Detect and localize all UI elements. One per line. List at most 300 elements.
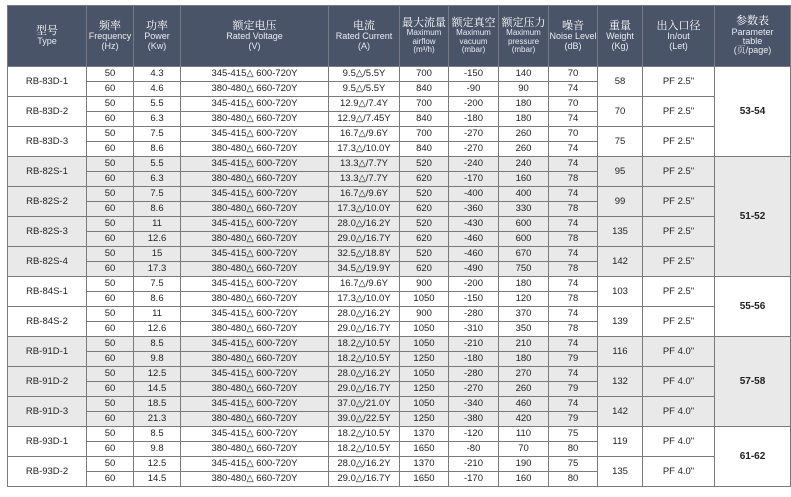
- pressure-cell: 180: [499, 277, 549, 292]
- power-cell: 4.3: [134, 67, 181, 82]
- current-cell: 28.0△/16.2Y: [329, 367, 400, 382]
- current-cell: 16.7△/9.6Y: [329, 277, 400, 292]
- weight-cell: 135: [598, 457, 643, 487]
- frequency-cell: 60: [87, 322, 134, 337]
- noise-cell: 74: [549, 397, 598, 412]
- model-cell: RB-84S-1: [8, 277, 87, 307]
- voltage-cell: 380-480△ 660-720Y: [181, 472, 329, 487]
- frequency-cell: 60: [87, 142, 134, 157]
- airflow-cell: 840: [400, 142, 449, 157]
- pressure-cell: 260: [499, 127, 549, 142]
- frequency-cell: 60: [87, 472, 134, 487]
- voltage-cell: 345-415△ 600-720Y: [181, 307, 329, 322]
- power-cell: 21.3: [134, 412, 181, 427]
- vacuum-cell: -270: [449, 382, 499, 397]
- pressure-cell: 400: [499, 187, 549, 202]
- weight-cell: 99: [598, 187, 643, 217]
- table-row: [8, 457, 791, 472]
- frequency-cell: 50: [87, 127, 134, 142]
- power-cell: 8.6: [134, 202, 181, 217]
- model-cell: RB-84S-2: [8, 307, 87, 337]
- weight-cell: 116: [598, 337, 643, 367]
- airflow-cell: 620: [400, 232, 449, 247]
- noise-cell: 70: [549, 97, 598, 112]
- table-row: [8, 367, 791, 382]
- frequency-cell: 50: [87, 67, 134, 82]
- table-body: [8, 67, 791, 487]
- power-cell: 4.6: [134, 82, 181, 97]
- weight-cell: 135: [598, 217, 643, 247]
- power-cell: 14.5: [134, 382, 181, 397]
- airflow-cell: 1050: [400, 397, 449, 412]
- model-cell: RB-91D-2: [8, 367, 87, 397]
- table-row: [8, 307, 791, 322]
- pressure-cell: 270: [499, 367, 549, 382]
- current-cell: 17.3△/10.0Y: [329, 142, 400, 157]
- pressure-cell: 210: [499, 337, 549, 352]
- voltage-cell: 345-415△ 600-720Y: [181, 367, 329, 382]
- current-cell: 13.3△/7.7Y: [329, 157, 400, 172]
- noise-cell: 80: [549, 472, 598, 487]
- vacuum-cell: -490: [449, 262, 499, 277]
- vacuum-cell: -360: [449, 202, 499, 217]
- noise-cell: 78: [549, 262, 598, 277]
- model-cell: RB-82S-2: [8, 187, 87, 217]
- voltage-cell: 380-480△ 660-720Y: [181, 412, 329, 427]
- power-cell: 7.5: [134, 187, 181, 202]
- current-cell: 29.0△/16.7Y: [329, 472, 400, 487]
- current-cell: 32.5△/18.8Y: [329, 247, 400, 262]
- weight-cell: 103: [598, 277, 643, 307]
- airflow-cell: 700: [400, 127, 449, 142]
- vacuum-cell: -150: [449, 67, 499, 82]
- frequency-cell: 50: [87, 397, 134, 412]
- weight-cell: 58: [598, 67, 643, 97]
- model-cell: RB-93D-1: [8, 427, 87, 457]
- frequency-cell: 50: [87, 337, 134, 352]
- vacuum-cell: -380: [449, 412, 499, 427]
- power-cell: 5.5: [134, 97, 181, 112]
- noise-cell: 74: [549, 112, 598, 127]
- vacuum-cell: -460: [449, 247, 499, 262]
- current-cell: 28.0△/16.2Y: [329, 307, 400, 322]
- airflow-cell: 520: [400, 187, 449, 202]
- airflow-cell: 900: [400, 277, 449, 292]
- voltage-cell: 345-415△ 600-720Y: [181, 247, 329, 262]
- table-row: [8, 217, 791, 232]
- power-cell: 17.3: [134, 262, 181, 277]
- voltage-cell: 345-415△ 600-720Y: [181, 67, 329, 82]
- noise-cell: 74: [549, 82, 598, 97]
- frequency-cell: 60: [87, 382, 134, 397]
- power-cell: 6.3: [134, 172, 181, 187]
- power-cell: 14.5: [134, 472, 181, 487]
- outlet-cell: PF 2.5": [643, 217, 715, 247]
- power-cell: 12.6: [134, 322, 181, 337]
- noise-cell: 70: [549, 67, 598, 82]
- current-cell: 18.2△/10.5Y: [329, 442, 400, 457]
- noise-cell: 74: [549, 277, 598, 292]
- power-cell: 5.5: [134, 157, 181, 172]
- airflow-cell: 620: [400, 262, 449, 277]
- voltage-cell: 345-415△ 600-720Y: [181, 397, 329, 412]
- weight-cell: 139: [598, 307, 643, 337]
- pressure-cell: 140: [499, 67, 549, 82]
- header-noise-level: 噪音 Noise Level (dB): [549, 6, 598, 67]
- voltage-cell: 345-415△ 600-720Y: [181, 217, 329, 232]
- airflow-cell: 1370: [400, 427, 449, 442]
- pressure-cell: 670: [499, 247, 549, 262]
- frequency-cell: 50: [87, 277, 134, 292]
- pressure-cell: 600: [499, 232, 549, 247]
- current-cell: 37.0△/21.0Y: [329, 397, 400, 412]
- airflow-cell: 520: [400, 157, 449, 172]
- frequency-cell: 50: [87, 217, 134, 232]
- blower-spec-table: [7, 5, 791, 487]
- frequency-cell: 50: [87, 157, 134, 172]
- vacuum-cell: -180: [449, 352, 499, 367]
- weight-cell: 75: [598, 127, 643, 157]
- airflow-cell: 1250: [400, 382, 449, 397]
- header-rated-current: 电流 Rated Current (A): [329, 6, 400, 67]
- current-cell: 34.5△/19.9Y: [329, 262, 400, 277]
- frequency-cell: 60: [87, 202, 134, 217]
- airflow-cell: 1250: [400, 412, 449, 427]
- model-cell: RB-91D-3: [8, 397, 87, 427]
- noise-cell: 74: [549, 142, 598, 157]
- noise-cell: 78: [549, 232, 598, 247]
- voltage-cell: 380-480△ 660-720Y: [181, 442, 329, 457]
- model-cell: RB-82S-3: [8, 217, 87, 247]
- airflow-cell: 700: [400, 97, 449, 112]
- power-cell: 12.5: [134, 457, 181, 472]
- parameter-pages-cell: 53-54: [715, 67, 791, 157]
- frequency-cell: 60: [87, 442, 134, 457]
- header-power: 功率 Power (Kw): [134, 6, 181, 67]
- header-rated-voltage: 额定电压 Rated Voltage (V): [181, 6, 329, 67]
- noise-cell: 74: [549, 367, 598, 382]
- model-cell: RB-91D-1: [8, 337, 87, 367]
- frequency-cell: 60: [87, 292, 134, 307]
- current-cell: 39.0△/22.5Y: [329, 412, 400, 427]
- vacuum-cell: -170: [449, 472, 499, 487]
- power-cell: 7.5: [134, 127, 181, 142]
- frequency-cell: 50: [87, 187, 134, 202]
- voltage-cell: 380-480△ 660-720Y: [181, 262, 329, 277]
- parameter-pages-cell: 57-58: [715, 337, 791, 427]
- frequency-cell: 50: [87, 427, 134, 442]
- table-row: [8, 127, 791, 142]
- airflow-cell: 1050: [400, 292, 449, 307]
- noise-cell: 80: [549, 442, 598, 457]
- frequency-cell: 50: [87, 307, 134, 322]
- noise-cell: 78: [549, 292, 598, 307]
- airflow-cell: 1650: [400, 442, 449, 457]
- pressure-cell: 160: [499, 172, 549, 187]
- pressure-cell: 600: [499, 217, 549, 232]
- model-cell: RB-83D-2: [8, 97, 87, 127]
- vacuum-cell: -270: [449, 127, 499, 142]
- power-cell: 12.5: [134, 367, 181, 382]
- current-cell: 18.2△/10.5Y: [329, 352, 400, 367]
- pressure-cell: 90: [499, 82, 549, 97]
- header-parameter-table: 参数表 Parameter table (页/page): [715, 6, 791, 67]
- pressure-cell: 750: [499, 262, 549, 277]
- vacuum-cell: -460: [449, 232, 499, 247]
- frequency-cell: 60: [87, 82, 134, 97]
- power-cell: 6.3: [134, 112, 181, 127]
- airflow-cell: 520: [400, 217, 449, 232]
- outlet-cell: PF 2.5": [643, 307, 715, 337]
- current-cell: 17.3△/10.0Y: [329, 202, 400, 217]
- noise-cell: 75: [549, 427, 598, 442]
- pressure-cell: 240: [499, 157, 549, 172]
- table-row: [8, 187, 791, 202]
- airflow-cell: 1650: [400, 472, 449, 487]
- outlet-cell: PF 2.5": [643, 277, 715, 307]
- power-cell: 12.6: [134, 232, 181, 247]
- outlet-cell: PF 2.5": [643, 247, 715, 277]
- table-row: [8, 97, 791, 112]
- airflow-cell: 840: [400, 82, 449, 97]
- power-cell: 9.8: [134, 442, 181, 457]
- outlet-cell: PF 4.0": [643, 367, 715, 397]
- noise-cell: 79: [549, 382, 598, 397]
- frequency-cell: 60: [87, 172, 134, 187]
- voltage-cell: 380-480△ 660-720Y: [181, 202, 329, 217]
- pressure-cell: 110: [499, 427, 549, 442]
- voltage-cell: 345-415△ 600-720Y: [181, 127, 329, 142]
- outlet-cell: PF 2.5": [643, 187, 715, 217]
- pressure-cell: 70: [499, 442, 549, 457]
- vacuum-cell: -280: [449, 307, 499, 322]
- power-cell: 8.5: [134, 337, 181, 352]
- voltage-cell: 380-480△ 660-720Y: [181, 112, 329, 127]
- weight-cell: 70: [598, 97, 643, 127]
- vacuum-cell: -210: [449, 337, 499, 352]
- outlet-cell: PF 4.0": [643, 427, 715, 457]
- vacuum-cell: -80: [449, 442, 499, 457]
- pressure-cell: 330: [499, 202, 549, 217]
- model-cell: RB-93D-2: [8, 457, 87, 487]
- current-cell: 29.0△/16.7Y: [329, 232, 400, 247]
- pressure-cell: 350: [499, 322, 549, 337]
- outlet-cell: PF 4.0": [643, 457, 715, 487]
- noise-cell: 75: [549, 457, 598, 472]
- airflow-cell: 1250: [400, 352, 449, 367]
- table-row: [8, 397, 791, 412]
- pressure-cell: 180: [499, 112, 549, 127]
- current-cell: 18.2△/10.5Y: [329, 337, 400, 352]
- voltage-cell: 345-415△ 600-720Y: [181, 457, 329, 472]
- voltage-cell: 380-480△ 660-720Y: [181, 172, 329, 187]
- table-row: [8, 427, 791, 442]
- current-cell: 16.7△/9.6Y: [329, 127, 400, 142]
- current-cell: 16.7△/9.6Y: [329, 187, 400, 202]
- voltage-cell: 345-415△ 600-720Y: [181, 337, 329, 352]
- outlet-cell: PF 4.0": [643, 337, 715, 367]
- frequency-cell: 60: [87, 112, 134, 127]
- table-row: [8, 277, 791, 292]
- pressure-cell: 120: [499, 292, 549, 307]
- vacuum-cell: -270: [449, 142, 499, 157]
- voltage-cell: 345-415△ 600-720Y: [181, 277, 329, 292]
- current-cell: 29.0△/16.7Y: [329, 322, 400, 337]
- vacuum-cell: -200: [449, 97, 499, 112]
- noise-cell: 74: [549, 247, 598, 262]
- power-cell: 18.5: [134, 397, 181, 412]
- voltage-cell: 380-480△ 660-720Y: [181, 292, 329, 307]
- noise-cell: 78: [549, 202, 598, 217]
- voltage-cell: 380-480△ 660-720Y: [181, 142, 329, 157]
- vacuum-cell: -240: [449, 157, 499, 172]
- airflow-cell: 700: [400, 67, 449, 82]
- outlet-cell: PF 2.5": [643, 67, 715, 97]
- power-cell: 8.6: [134, 142, 181, 157]
- noise-cell: 74: [549, 217, 598, 232]
- weight-cell: 142: [598, 247, 643, 277]
- voltage-cell: 345-415△ 600-720Y: [181, 157, 329, 172]
- header-max-airflow: 最大流量 Maximum airflow (m³/h): [400, 6, 449, 67]
- table-row: [8, 337, 791, 352]
- noise-cell: 79: [549, 412, 598, 427]
- header-max-vacuum: 额定真空 Maximum vacuum (mbar): [449, 6, 499, 67]
- noise-cell: 78: [549, 172, 598, 187]
- vacuum-cell: -120: [449, 427, 499, 442]
- table-header: [8, 6, 791, 67]
- noise-cell: 74: [549, 337, 598, 352]
- noise-cell: 74: [549, 157, 598, 172]
- power-cell: 9.8: [134, 352, 181, 367]
- current-cell: 29.0△/16.7Y: [329, 382, 400, 397]
- frequency-cell: 60: [87, 232, 134, 247]
- voltage-cell: 380-480△ 660-720Y: [181, 232, 329, 247]
- weight-cell: 132: [598, 367, 643, 397]
- voltage-cell: 345-415△ 600-720Y: [181, 427, 329, 442]
- airflow-cell: 1050: [400, 367, 449, 382]
- frequency-cell: 50: [87, 247, 134, 262]
- power-cell: 7.5: [134, 277, 181, 292]
- pressure-cell: 460: [499, 397, 549, 412]
- frequency-cell: 60: [87, 412, 134, 427]
- frequency-cell: 60: [87, 262, 134, 277]
- vacuum-cell: -90: [449, 82, 499, 97]
- vacuum-cell: -200: [449, 277, 499, 292]
- outlet-cell: PF 2.5": [643, 127, 715, 157]
- parameter-pages-cell: 55-56: [715, 277, 791, 337]
- model-cell: RB-83D-3: [8, 127, 87, 157]
- airflow-cell: 620: [400, 172, 449, 187]
- frequency-cell: 50: [87, 97, 134, 112]
- frequency-cell: 60: [87, 352, 134, 367]
- airflow-cell: 1370: [400, 457, 449, 472]
- header-max-pressure: 额定压力 Maximum pressure (mbar): [499, 6, 549, 67]
- pressure-cell: 260: [499, 142, 549, 157]
- current-cell: 9.5△/5.5Y: [329, 67, 400, 82]
- model-cell: RB-82S-4: [8, 247, 87, 277]
- voltage-cell: 345-415△ 600-720Y: [181, 97, 329, 112]
- current-cell: 28.0△/16.2Y: [329, 217, 400, 232]
- voltage-cell: 380-480△ 660-720Y: [181, 352, 329, 367]
- noise-cell: 78: [549, 322, 598, 337]
- spec-table-container: [7, 5, 791, 487]
- header-in-out: 出入口径 In/out (Let): [643, 6, 715, 67]
- voltage-cell: 380-480△ 660-720Y: [181, 382, 329, 397]
- frequency-cell: 50: [87, 367, 134, 382]
- power-cell: 15: [134, 247, 181, 262]
- current-cell: 12.9△/7.45Y: [329, 112, 400, 127]
- vacuum-cell: -180: [449, 112, 499, 127]
- power-cell: 8.5: [134, 427, 181, 442]
- header-row: [8, 6, 791, 67]
- vacuum-cell: -170: [449, 172, 499, 187]
- vacuum-cell: -430: [449, 217, 499, 232]
- pressure-cell: 190: [499, 457, 549, 472]
- noise-cell: 70: [549, 127, 598, 142]
- airflow-cell: 1050: [400, 337, 449, 352]
- vacuum-cell: -280: [449, 367, 499, 382]
- weight-cell: 95: [598, 157, 643, 187]
- pressure-cell: 180: [499, 352, 549, 367]
- noise-cell: 74: [549, 307, 598, 322]
- power-cell: 8.6: [134, 292, 181, 307]
- pressure-cell: 370: [499, 307, 549, 322]
- voltage-cell: 380-480△ 660-720Y: [181, 322, 329, 337]
- power-cell: 11: [134, 307, 181, 322]
- outlet-cell: PF 2.5": [643, 157, 715, 187]
- noise-cell: 79: [549, 352, 598, 367]
- current-cell: 9.5△/5.5Y: [329, 82, 400, 97]
- noise-cell: 74: [549, 187, 598, 202]
- vacuum-cell: -340: [449, 397, 499, 412]
- voltage-cell: 380-480△ 660-720Y: [181, 82, 329, 97]
- model-cell: RB-82S-1: [8, 157, 87, 187]
- header-type: 型号 Type: [8, 6, 87, 67]
- airflow-cell: 1050: [400, 322, 449, 337]
- pressure-cell: 260: [499, 382, 549, 397]
- table-row: [8, 67, 791, 82]
- airflow-cell: 520: [400, 247, 449, 262]
- current-cell: 28.0△/16.2Y: [329, 457, 400, 472]
- pressure-cell: 420: [499, 412, 549, 427]
- header-frequency: 频率 Frequency (Hz): [87, 6, 134, 67]
- model-cell: RB-83D-1: [8, 67, 87, 97]
- current-cell: 12.9△/7.4Y: [329, 97, 400, 112]
- airflow-cell: 900: [400, 307, 449, 322]
- vacuum-cell: -150: [449, 292, 499, 307]
- voltage-cell: 345-415△ 600-720Y: [181, 187, 329, 202]
- header-weight: 重量 Weight (Kg): [598, 6, 643, 67]
- vacuum-cell: -310: [449, 322, 499, 337]
- table-row: [8, 247, 791, 262]
- frequency-cell: 50: [87, 457, 134, 472]
- vacuum-cell: -210: [449, 457, 499, 472]
- weight-cell: 119: [598, 427, 643, 457]
- vacuum-cell: -400: [449, 187, 499, 202]
- current-cell: 13.3△/7.7Y: [329, 172, 400, 187]
- weight-cell: 142: [598, 397, 643, 427]
- current-cell: 17.3△/10.0Y: [329, 292, 400, 307]
- pressure-cell: 180: [499, 97, 549, 112]
- table-row: [8, 157, 791, 172]
- outlet-cell: PF 2.5": [643, 97, 715, 127]
- outlet-cell: PF 4.0": [643, 397, 715, 427]
- parameter-pages-cell: 61-62: [715, 427, 791, 487]
- pressure-cell: 160: [499, 472, 549, 487]
- airflow-cell: 840: [400, 112, 449, 127]
- power-cell: 11: [134, 217, 181, 232]
- parameter-pages-cell: 51-52: [715, 157, 791, 277]
